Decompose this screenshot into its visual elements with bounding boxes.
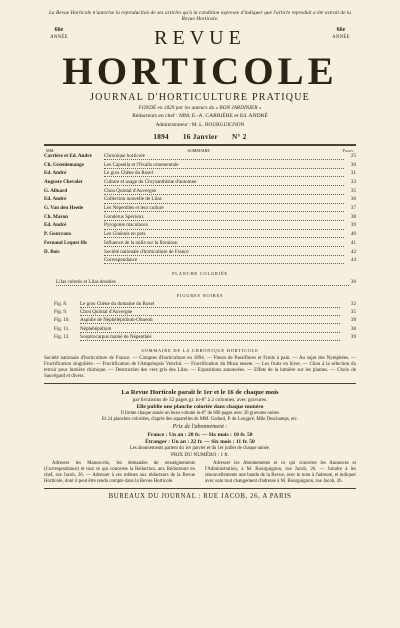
figures-list [44, 301, 356, 343]
toc-page: 35 [350, 187, 356, 194]
figure-number: Fig. 10. [54, 317, 70, 324]
toc-entry [44, 205, 356, 214]
toc-author: Ch. Grœnlemange [44, 161, 84, 168]
toc-page: 42 [350, 248, 356, 255]
toc-entry [44, 257, 356, 266]
figure-number: Fig. 8. [54, 300, 68, 307]
toc-title: Chou Quintal d'Auvergne [104, 188, 344, 195]
figure-entry [44, 301, 356, 309]
toc-entry [44, 153, 356, 162]
editorial-address: Adresser les Manuscrits, les demandes de renseignements (Correspondance) et tout ce qui concerne la Rédaction, aux Rédacteurs en chef, rue Jacob, 26. — Adresser à ces mêmes aux rédacteurs de la Revue Horticole, dont il peut être rendu compte dans la Revue Horticole. [44, 460, 195, 484]
toc-title: Gondérus Spécieux [104, 214, 344, 221]
figure-title: Chou Quintal d'Auvergne [80, 309, 340, 316]
editors-line: Rédacteurs en chef : MM. E.-A. CARRIÈRE et Ed. ANDRÉ [132, 112, 268, 119]
revue-heading: REVUE [154, 26, 246, 49]
figure-title: Le gros Chêne du domaine du Rosel [80, 301, 340, 308]
publication-line-5: Et 24 planches coloriées, d'après des aquarelles de MM. Godard, P. de Longpré, Mlle Deschamps, etc. [102, 417, 298, 423]
figure-entry [44, 317, 356, 325]
issue-year: 1894 [153, 132, 169, 141]
issue-number: N° 2 [232, 132, 247, 141]
issue-price: PRIX DU NUMÉRO : 1 fr. [171, 452, 229, 459]
toc-author: Auguste Chevalet [44, 178, 83, 185]
issue-date: 16 Janvier [182, 132, 219, 141]
plate-heading: PLANCHE COLORIÉE [172, 270, 228, 276]
toc-page: 41 [350, 239, 356, 246]
journal-title: HORTICOLE [62, 49, 338, 93]
figure-page: 39 [350, 334, 356, 341]
publication-line-1: La Revue Horticole paraît le 1er et le 16 de chaque mois [121, 389, 279, 397]
toc-entry [44, 249, 356, 258]
toc-page: 31 [350, 170, 356, 177]
figure-title: Néphélépidium [80, 326, 340, 333]
year-left-number: 66e [54, 26, 64, 33]
toc-page: 36 [350, 196, 356, 203]
toc-entry [44, 222, 356, 231]
toc-title: Société nationale d'horticulture de France [104, 249, 344, 256]
subscription-start-note: Les abonnements partent du 1er janvier et du 1er juillet de chaque année. [129, 445, 271, 451]
publication-line-4: Il forme chaque année un beau volume in-8° de 600 pages avec 20 gravures noires [120, 411, 280, 417]
toc-list [44, 153, 356, 266]
toc-title: Influence de la taille sur la floraison [104, 240, 344, 247]
figure-page: 38 [350, 317, 356, 324]
figure-entry [44, 309, 356, 317]
toc-author: Ed. André [44, 222, 67, 229]
toc-page: 38 [350, 213, 356, 220]
toc-entry [44, 231, 356, 240]
toc-entry [44, 214, 356, 223]
toc-entry [44, 240, 356, 249]
toc-author [44, 257, 104, 266]
year-right-word: ANNÉE [332, 34, 350, 40]
issue-line [44, 133, 356, 141]
toc-title: Correspondance [104, 257, 344, 264]
publication-line-2: par livraisons de 32 pages gr. in-8° à 2 colonnes, avec gravures. [132, 397, 268, 404]
year-right [328, 27, 354, 41]
founded-line: FONDÉ en 1829 par les auteurs du « BON JARDINIER » [138, 104, 262, 111]
administrator-line: Administrateur : M. L. BOURGUIGNON [155, 121, 245, 128]
toc-page: 25 [350, 152, 356, 159]
toc-title: Les Glaïeuls en pots [104, 231, 344, 238]
toc-page: 39 [350, 222, 356, 229]
address-columns [44, 461, 356, 485]
toc-author: G. Van den Heede [44, 205, 84, 212]
toc-entry [44, 196, 356, 205]
plate-title: Lilas colorés et Lilas doubles [56, 279, 349, 286]
publication-info [44, 389, 356, 458]
divider [44, 383, 356, 384]
toc-title: Pyrogonie maculacea [104, 222, 344, 229]
toc-entry [44, 188, 356, 197]
toc-author: G. Alluard [44, 187, 68, 194]
toc-entry [44, 170, 356, 179]
toc-author: P. Gouvraux [44, 231, 72, 238]
year-right-number: 66e [336, 26, 346, 33]
toc-page: 40 [350, 231, 356, 238]
price-etranger: Étranger : Un an : 22 fr. — Six mois : 11 fr. 50 [145, 438, 255, 445]
plate-page: 36 [350, 278, 356, 285]
toc-header-mid: SOMMAIRE [187, 147, 210, 153]
year-left-word: ANNÉE [50, 34, 68, 40]
figure-title: Sceptrocarpus mainé de Népenthès [80, 334, 340, 341]
figure-number: Fig. 12. [54, 334, 70, 341]
figures-heading: FIGURES NOIRES [176, 292, 224, 298]
publication-line-3: Elle publie une planche coloriée dans chaque numéro [136, 404, 264, 411]
toc-author: Fernand Lequet fils [44, 239, 88, 246]
toc-author: Ed. André [44, 196, 67, 203]
toc-header-right: Pages. [342, 147, 354, 153]
toc-title: Chronique horticole [104, 153, 344, 160]
toc-title: Culture et usage du Chrysanthème d'automne [104, 179, 344, 186]
toc-entry [44, 179, 356, 188]
bureaux-address: BUREAUX DU JOURNAL : RUE JACOB, 26, A PARIS [108, 492, 292, 500]
figure-number: Fig. 9. [54, 309, 68, 316]
figure-entry [44, 334, 356, 342]
toc-author: Ed. André [44, 170, 67, 177]
toc-author: Carrière et Ed. André [44, 152, 92, 159]
divider [44, 144, 356, 146]
toc-author: D. Bois [44, 248, 60, 255]
toc-page: 44 [350, 257, 356, 264]
figure-title: Aspidie de Néphélépidium-Ohnenti [80, 317, 340, 324]
toc-title: Les Capsella et l'Oxalis ornementale [104, 162, 344, 169]
journal-cover [44, 10, 356, 610]
administration-address: Adresser les Abonnements et ce qui concerne les Annonces et l'Administration, à M. Bourguignon, rue Jacob, 26. — Joindre à les renouvellements une bande de la Revue, avec le nom à l'adresse, et indiquer avec soin tout changement d'adresse à M. Bourguignon, rue Jacob, 26. [205, 460, 356, 484]
divider [44, 488, 356, 489]
masthead-top [44, 27, 356, 67]
toc-title: Les Népenthès et leur culture [104, 205, 344, 212]
reproduction-notice: La Revue Horticole n'autorise la reproduction de ses articles qu'à la condition expresse d'indiquer que l'article reproduit a été extrait de la Revue Horticole. [48, 10, 352, 23]
toc-page: 33 [350, 178, 356, 185]
summary-text: Société nationale d'horticulture de France. — Comptes d'horticulture en 1894. — Fleurs de Passiflores et Fruits à pain. — Au sujet des Nymphées. — Fructification singulière. — Fructification de l'Ampelopsis Veitchii. — Fructification du Musa ensete. — Les fruits en hiver. — Chou à la sélection du terroir pour lumière chimique. — Destruction des vers gris des Lilas. — Expositions annoncées. — Effets de la lumière sur les plantes. — Choix de Sauvégard et divers. [44, 355, 356, 380]
toc-title: Collection nouvelle de Lilas [104, 196, 344, 203]
figure-page: 35 [350, 309, 356, 316]
summary-heading: SOMMAIRE DE LA CHRONIQUE HORTICOLE [141, 347, 259, 353]
figure-number: Fig. 11. [54, 325, 70, 332]
journal-subtitle: JOURNAL D'HORTICULTURE PRATIQUE [90, 91, 310, 103]
figure-page: 32 [350, 300, 356, 307]
toc-title: Le gros Chêne du Rosel [104, 170, 344, 177]
figure-page: 38 [350, 325, 356, 332]
subscription-heading: Prix de l'abonnement : [172, 424, 228, 431]
toc-page: 37 [350, 205, 356, 212]
toc-entry [44, 162, 356, 171]
toc-page: 30 [350, 161, 356, 168]
plate-entry [44, 279, 356, 288]
toc-author: Ch. Maron [44, 213, 68, 220]
toc-header-left: MM. [46, 147, 55, 153]
price-france: France : Un an : 20 fr. — Six mois : 10 fr. 50 [147, 431, 253, 438]
figure-entry [44, 326, 356, 334]
